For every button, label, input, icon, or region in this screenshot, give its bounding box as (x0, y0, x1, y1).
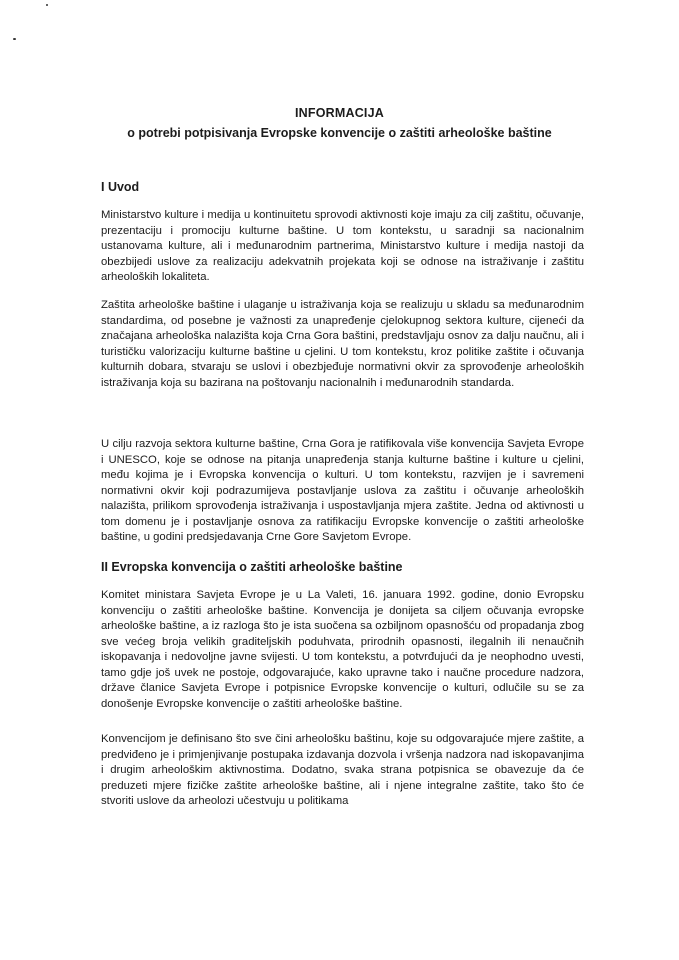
scan-speck (46, 4, 48, 6)
document-title: INFORMACIJA (294, 106, 384, 120)
paragraph: Zaštita arheološke baštine i ulaganje u istraživanja koja se realizuju u skladu sa međunarodnim standardima, od posebne je važnosti za unapređenje cjelokupnog sektora kulture, cijeneći da značajana arheološka nalazišta koja Crna Gora baštini, predstavljaju osnov za dalju naučnu, ali i turističku valorizaciju kulturne baštine u cjelini. U tom kontekstu, kroz politike zaštite i očuvanja kulturnih dobara, stvaraju se uslovi i obezbjeđuje normativni okvir za sprovođenje arheoloških istraživanja koja su bazirana na poštovanju nacionalnih i međunarodnih standarda. (101, 299, 584, 389)
document-subtitle: o potrebi potpisivanja Evropske konvencije o zaštiti arheološke baštine (127, 126, 552, 140)
scan-speck (13, 38, 16, 40)
paragraph: U cilju razvoja sektora kulturne baštine, Crna Gora je ratifikovala više konvencija Savjeta Evrope i UNESCO, koje se odnose na pitanja unapređenja stanja kulturne baštine i kulture u cjelini, među kojima je i Evropska konvencija o kulturi. U tom kontekstu, razvijen je i savremeni normativni okvir koji podrazumijeva postavljanje uslova za zaštitu i očuvanje arheoloških nalazišta, prilikom sprovođenja istraživanja i uspostavljanja mjera zaštite. Jedna od aktivnosti u tom domenu je i postavljanje osnova za ratifikaciju Evropske konvencije o zaštiti arheološke baštine, u godini predsjedavanja Crne Gore Savjetom Evrope. (101, 438, 584, 543)
paragraph: Ministarstvo kulture i medija u kontinuitetu sprovodi aktivnosti koje imaju za cilj zaštitu, očuvanje, prezentaciju i promociju kulturne baštine. U tom kontekstu, u saradnji sa nacionalnim ustanovama kulture, ali i međunarodnim partnerima, Ministarstvo kulture i medija nastoji da obezbijedi uslove za realizaciju adekvatnih projekata koji se odnose na istraživanje i zaštitu arheoloških lokaliteta. (101, 209, 584, 283)
section-heading-uvod: I Uvod (101, 180, 140, 194)
paragraph: Konvencijom je definisano što sve čini arheološku baštinu, koje su odgovarajuće mjere zaštite, a predviđeno je i primjenjivanje postupaka izdavanja dozvola i vršenja nadzora nad iskopavanjima i drugim arheološkim aktivnostima. Dodatno, svaka strana potpisnica se obavezuje da će preduzeti mjere fizičke zaštite arheološke baštine, ali i njene integralne zaštite, tako što će stvoriti uslove da arheolozi učestvuju u politikama (101, 733, 584, 807)
paragraph: Komitet ministara Savjeta Evrope je u La Valeti, 16. januara 1992. godine, donio Evropsku konvenciju o zaštiti arheološke baštine. Konvencija je donijeta sa ciljem očuvanja evropske arheološke baštine, a iz razloga što je ista suočena sa ozbiljnom opasnošću od propadanja zbog sve većeg broja velikih graditeljskih poduhvata, prirodnih opasnosti, ilegalnih ili nenaučnih iskopavanja i nedovoljne javne svijesti. U tom kontekstu, a potvrđujući da je neophodno uvesti, tamo gdje još uvek ne postoje, odgovarajuće, kako upravne tako i naučne procedure nadzora, države članice Savjeta Evrope i potpisnice Evropske konvencije o kulturi, odlučile su se za donošenje Evropske konvencije o zaštiti arheološke baštine. (101, 589, 584, 710)
section-heading-konvencija: II Evropska konvencija o zaštiti arheološke baštine (101, 560, 403, 574)
